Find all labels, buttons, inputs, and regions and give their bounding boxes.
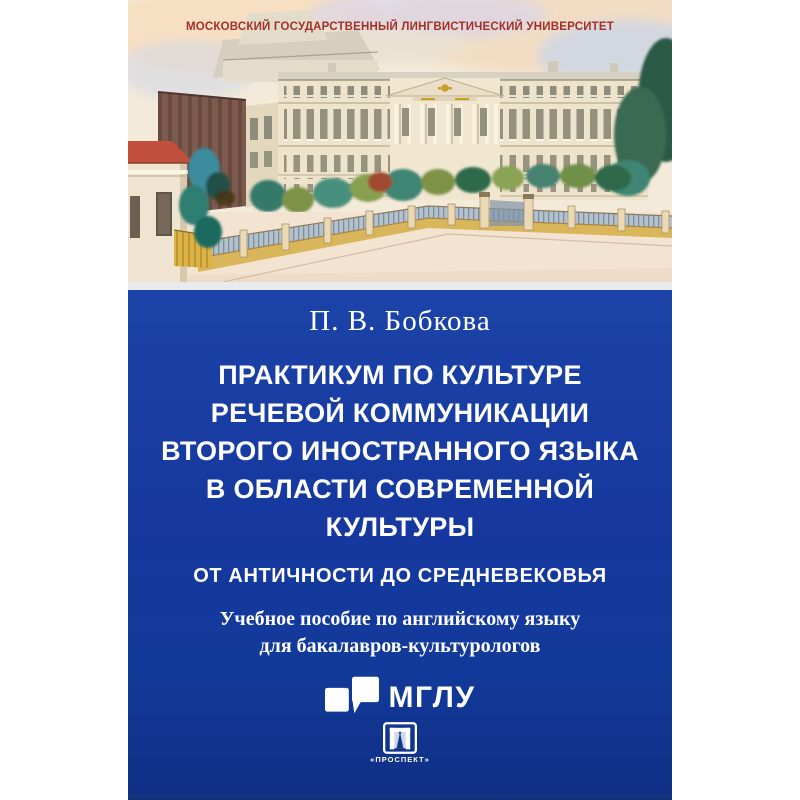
cover-bottom-edge bbox=[128, 793, 672, 800]
watercolor-painting bbox=[128, 0, 672, 282]
university-building-illustration bbox=[128, 0, 672, 282]
speech-bubbles-icon bbox=[325, 672, 379, 718]
title-line: КУЛЬТУРЫ bbox=[325, 512, 475, 542]
mglu-logo-label: МГЛУ bbox=[388, 681, 476, 714]
title-line: РЕЧЕВОЙ КОММУНИКАЦИИ bbox=[210, 398, 590, 428]
edition-line: Учебное пособие по английскому языку bbox=[219, 608, 581, 630]
title-line: ВТОРОГО ИНОСТРАННОГО ЯЗЫКА bbox=[161, 436, 639, 466]
title-line: ПРАКТИКУМ ПО КУЛЬТУРЕ bbox=[218, 360, 582, 390]
author-name: П. В. Бобкова bbox=[309, 305, 491, 337]
cover-text-panel bbox=[128, 290, 672, 800]
arch-spire-icon bbox=[383, 722, 417, 754]
edition-note bbox=[220, 606, 581, 660]
university-name: МОСКОВСКИЙ ГОСУДАРСТВЕННЫЙ ЛИНГВИСТИЧЕСКИЙ УНИВЕРСИТЕТ bbox=[186, 21, 614, 33]
mglu-logo bbox=[325, 672, 476, 718]
book-title bbox=[161, 356, 639, 546]
cover-divider-strip bbox=[128, 282, 672, 290]
book-subtitle: ОТ АНТИЧНОСТИ ДО СРЕДНЕВЕКОВЬЯ bbox=[193, 565, 607, 587]
title-line: В ОБЛАСТИ СОВРЕМЕННОЙ bbox=[205, 474, 595, 504]
book-cover bbox=[128, 0, 672, 800]
publisher-label: «ПРОСПЕКТ» bbox=[370, 755, 430, 764]
publisher-logo bbox=[370, 722, 430, 764]
edition-line: для бакалавров-культурологов bbox=[259, 635, 541, 657]
